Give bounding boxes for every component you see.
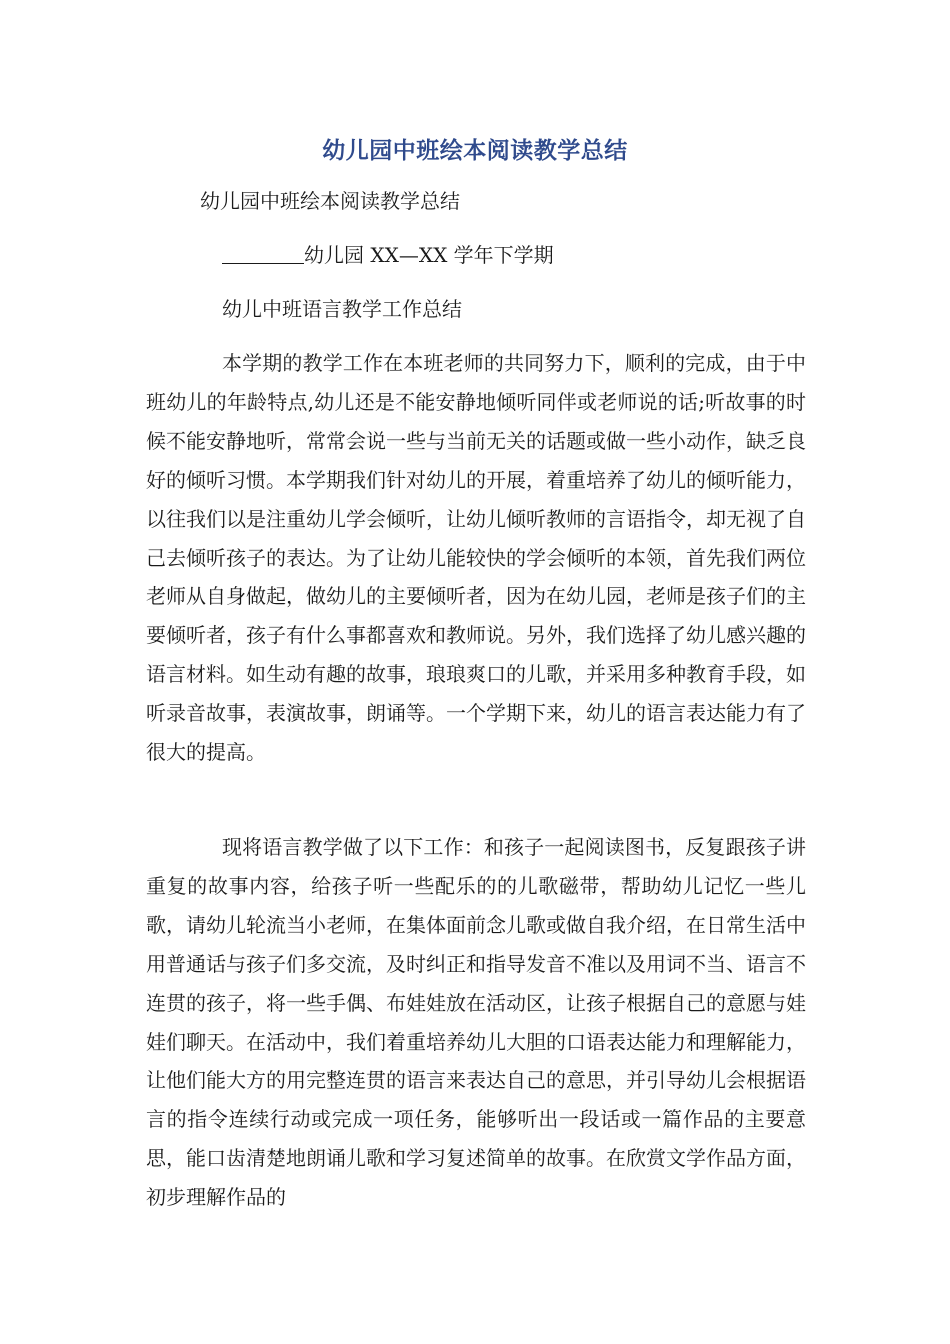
fill-in-blank [222, 243, 304, 264]
work-summary-title: 幼儿中班语言教学工作总结 [222, 297, 462, 321]
document-subtitle: 幼儿园中班绘本阅读教学总结 [200, 189, 460, 213]
body-paragraph-1: 本学期的教学工作在本班老师的共同努力下，顺利的完成，由于中班幼儿的年龄特点,幼儿还是不能安静地倾听同伴或老师说的话;听故事的时候不能安静地听，常常会说一些与当前无关的话题或做一些小动作，缺乏良好的倾听习惯。本学期我们针对幼儿的开展，着重培养了幼儿的倾听能力，以往我们以是注重幼儿学会倾听，让幼儿倾听教师的言语指令，却无视了自己去倾听孩子的表达。为了让幼儿能较快的学会倾听的本领，首先我们两位老师从自身做起，做幼儿的主要倾听者，因为在幼儿园，老师是孩子们的主要倾听者，孩子有什么事都喜欢和教师说。另外，我们选择了幼儿感兴趣的语言材料。如生动有趣的故事，琅琅爽口的儿歌，并采用多种教育手段，如听录音故事，表演故事，朗诵等。一个学期下来，幼儿的语言表达能力有了很大的提高。 [146, 351, 806, 765]
semester-line [222, 241, 554, 269]
document-title: 幼儿园中班绘本阅读教学总结 [322, 138, 628, 164]
body-paragraph-2: 现将语言教学做了以下工作：和孩子一起阅读图书，反复跟孩子讲重复的故事内容，给孩子听一些配乐的的儿歌磁带，帮助幼儿记忆一些儿歌，请幼儿轮流当小老师，在集体面前念儿歌或做自我介绍，在日常生活中用普通话与孩子们多交流，及时纠正和指导发音不准以及用词不当、语言不连贯的孩子，将一些手偶、布娃娃放在活动区，让孩子根据自己的意愿与娃娃们聊天。在活动中，我们着重培养幼儿大胆的口语表达能力和理解能力，让他们能大方的用完整连贯的语言来表达自己的意思，并引导幼儿会根据语言的指令连续行动或完成一项任务，能够听出一段话或一篇作品的主要意思，能口齿清楚地朗诵儿歌和学习复述简单的故事。在欣赏文学作品方面，初步理解作品的 [146, 835, 806, 1210]
semester-text: 幼儿园 XX—XX 学年下学期 [304, 243, 554, 267]
